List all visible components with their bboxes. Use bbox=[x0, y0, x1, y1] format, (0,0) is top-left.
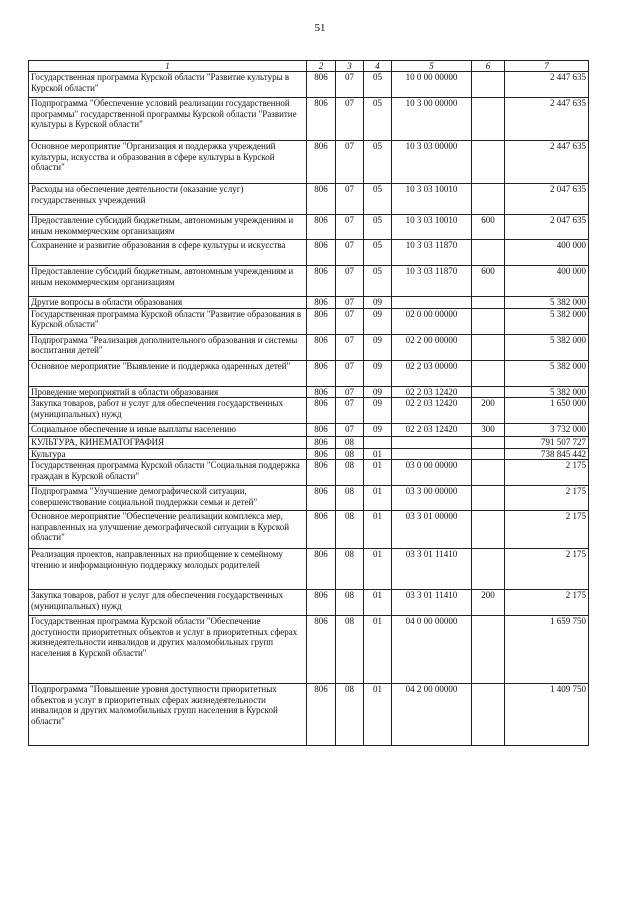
table-row bbox=[29, 437, 589, 449]
subsection-code: 01 bbox=[364, 448, 392, 460]
expense-type: 200 bbox=[472, 590, 505, 616]
subsection-code: 05 bbox=[364, 215, 392, 240]
column-header: 3 bbox=[336, 61, 364, 72]
row-name: Другие вопросы в области образования bbox=[29, 297, 307, 309]
column-header: 6 bbox=[472, 61, 505, 72]
amount: 5 382 000 bbox=[505, 297, 589, 309]
section-code: 07 bbox=[336, 386, 364, 398]
amount: 2 447 635 bbox=[505, 98, 589, 141]
header-row bbox=[29, 61, 589, 72]
section-code: 07 bbox=[336, 240, 364, 266]
subsection-code: 01 bbox=[364, 460, 392, 486]
section-code: 08 bbox=[336, 511, 364, 549]
expense-type bbox=[472, 308, 505, 334]
ministry-code: 806 bbox=[307, 266, 336, 297]
row-name: Государственная программа Курской области "Развитие образования в Курской области" bbox=[29, 308, 307, 334]
table-row bbox=[29, 266, 589, 297]
ministry-code: 806 bbox=[307, 360, 336, 386]
section-code: 07 bbox=[336, 334, 364, 360]
expense-type bbox=[472, 360, 505, 386]
target-article bbox=[392, 448, 472, 460]
row-name: Проведение мероприятий в области образования bbox=[29, 386, 307, 398]
ministry-code: 806 bbox=[307, 437, 336, 449]
row-name: Предоставление субсидий бюджетным, автономным учреждениям и иным некоммерческим организациям bbox=[29, 215, 307, 240]
ministry-code: 806 bbox=[307, 240, 336, 266]
table-row bbox=[29, 511, 589, 549]
target-article: 03 0 00 00000 bbox=[392, 460, 472, 486]
row-name: Предоставление субсидий бюджетным, автономным учреждениям и иным некоммерческим организациям bbox=[29, 266, 307, 297]
target-article: 04 2 00 00000 bbox=[392, 684, 472, 746]
target-article: 02 2 03 00000 bbox=[392, 360, 472, 386]
subsection-code: 05 bbox=[364, 98, 392, 141]
row-name: Расходы на обеспечение деятельности (оказание услуг) государственных учреждений bbox=[29, 184, 307, 215]
target-article: 03 3 01 11410 bbox=[392, 590, 472, 616]
expense-type: 600 bbox=[472, 266, 505, 297]
subsection-code bbox=[364, 437, 392, 449]
table-body bbox=[29, 72, 589, 746]
ministry-code: 806 bbox=[307, 386, 336, 398]
section-code: 08 bbox=[336, 684, 364, 746]
ministry-code: 806 bbox=[307, 549, 336, 590]
target-article: 02 2 03 12420 bbox=[392, 386, 472, 398]
expense-type bbox=[472, 684, 505, 746]
expense-type bbox=[472, 141, 505, 184]
row-name: Подпрограмма "Реализация дополнительного образования и системы воспитания детей" bbox=[29, 334, 307, 360]
amount: 5 382 000 bbox=[505, 308, 589, 334]
row-name: Основное мероприятие "Выявление и поддержка одаренных детей" bbox=[29, 360, 307, 386]
amount: 2 175 bbox=[505, 590, 589, 616]
amount: 1 409 750 bbox=[505, 684, 589, 746]
table-row bbox=[29, 448, 589, 460]
amount: 400 000 bbox=[505, 240, 589, 266]
ministry-code: 806 bbox=[307, 460, 336, 486]
target-article: 10 3 03 11870 bbox=[392, 266, 472, 297]
section-code: 07 bbox=[336, 72, 364, 98]
ministry-code: 806 bbox=[307, 297, 336, 309]
row-name: Культура bbox=[29, 448, 307, 460]
subsection-code: 01 bbox=[364, 486, 392, 511]
section-code: 07 bbox=[336, 297, 364, 309]
section-code: 08 bbox=[336, 486, 364, 511]
table-row bbox=[29, 308, 589, 334]
section-code: 08 bbox=[336, 616, 364, 684]
row-name: Государственная программа Курской области "Развитие культуры в Курской области" bbox=[29, 72, 307, 98]
column-header: 5 bbox=[392, 61, 472, 72]
row-name: Подпрограмма "Улучшение демографической ситуации, совершенствование социальной поддержки семьи и детей" bbox=[29, 486, 307, 511]
table-row bbox=[29, 616, 589, 684]
subsection-code: 01 bbox=[364, 684, 392, 746]
target-article: 02 0 00 00000 bbox=[392, 308, 472, 334]
table-row bbox=[29, 486, 589, 511]
column-header: 1 bbox=[29, 61, 307, 72]
expense-type bbox=[472, 98, 505, 141]
row-name: Подпрограмма "Повышение уровня доступности приоритетных объектов и услуг в приоритетных сферах жизнедеятельности инвалидов и других маломобильных групп населения в Курской области" bbox=[29, 684, 307, 746]
row-name: Государственная программа Курской области "Социальная поддержка граждан в Курской области" bbox=[29, 460, 307, 486]
row-name: Закупка товаров, работ и услуг для обеспечения государственных (муниципальных) нужд bbox=[29, 398, 307, 424]
table-row bbox=[29, 334, 589, 360]
expense-type: 600 bbox=[472, 215, 505, 240]
subsection-code: 05 bbox=[364, 141, 392, 184]
amount: 791 507 727 bbox=[505, 437, 589, 449]
expense-type bbox=[472, 386, 505, 398]
table-row bbox=[29, 590, 589, 616]
row-name: КУЛЬТУРА, КИНЕМАТОГРАФИЯ bbox=[29, 437, 307, 449]
row-name: Государственная программа Курской области "Обеспечение доступности приоритетных объектов и услуг в приоритетных сферах жизнедеятельности инвалидов и других маломобильных групп населения в Курской области" bbox=[29, 616, 307, 684]
amount: 5 382 000 bbox=[505, 334, 589, 360]
ministry-code: 806 bbox=[307, 334, 336, 360]
row-name: Основное мероприятие "Организация и поддержка учреждений культуры, искусства и образования в сфере культуры в Курской области" bbox=[29, 141, 307, 184]
expense-type bbox=[472, 437, 505, 449]
table-row bbox=[29, 141, 589, 184]
section-code: 07 bbox=[336, 360, 364, 386]
target-article: 10 3 03 10010 bbox=[392, 184, 472, 215]
section-code: 07 bbox=[336, 98, 364, 141]
amount: 2 447 635 bbox=[505, 141, 589, 184]
expense-type bbox=[472, 511, 505, 549]
subsection-code: 01 bbox=[364, 616, 392, 684]
target-article: 04 0 00 00000 bbox=[392, 616, 472, 684]
ministry-code: 806 bbox=[307, 72, 336, 98]
expense-type bbox=[472, 448, 505, 460]
row-name: Закупка товаров, работ и услуг для обеспечения государственных (муниципальных) нужд bbox=[29, 590, 307, 616]
amount: 1 650 000 bbox=[505, 398, 589, 424]
target-article: 03 3 01 11410 bbox=[392, 549, 472, 590]
column-header: 4 bbox=[364, 61, 392, 72]
expense-type bbox=[472, 549, 505, 590]
section-code: 07 bbox=[336, 266, 364, 297]
section-code: 08 bbox=[336, 448, 364, 460]
subsection-code: 09 bbox=[364, 308, 392, 334]
expense-type bbox=[472, 184, 505, 215]
ministry-code: 806 bbox=[307, 215, 336, 240]
amount: 2 175 bbox=[505, 549, 589, 590]
expense-type bbox=[472, 334, 505, 360]
row-name: Сохранение и развитие образования в сфере культуры и искусства bbox=[29, 240, 307, 266]
row-name: Социальное обеспечение и иные выплаты населению bbox=[29, 424, 307, 437]
table-row bbox=[29, 215, 589, 240]
amount: 2 175 bbox=[505, 486, 589, 511]
ministry-code: 806 bbox=[307, 424, 336, 437]
row-name: Реализация проектов, направленных на приобщение к семейному чтению и информационную поддержку молодых родителей bbox=[29, 549, 307, 590]
expense-type bbox=[472, 460, 505, 486]
amount: 5 382 000 bbox=[505, 360, 589, 386]
amount: 1 659 750 bbox=[505, 616, 589, 684]
table-row bbox=[29, 460, 589, 486]
table-row bbox=[29, 684, 589, 746]
budget-table bbox=[28, 60, 589, 746]
table-row bbox=[29, 549, 589, 590]
target-article bbox=[392, 297, 472, 309]
table-row bbox=[29, 297, 589, 309]
target-article bbox=[392, 437, 472, 449]
ministry-code: 806 bbox=[307, 448, 336, 460]
amount: 738 845 442 bbox=[505, 448, 589, 460]
subsection-code: 09 bbox=[364, 297, 392, 309]
table-row bbox=[29, 240, 589, 266]
table-row bbox=[29, 424, 589, 437]
expense-type: 200 bbox=[472, 398, 505, 424]
table-row bbox=[29, 98, 589, 141]
expense-type bbox=[472, 486, 505, 511]
target-article: 10 3 03 10010 bbox=[392, 215, 472, 240]
subsection-code: 05 bbox=[364, 72, 392, 98]
section-code: 07 bbox=[336, 398, 364, 424]
section-code: 08 bbox=[336, 460, 364, 486]
expense-type bbox=[472, 616, 505, 684]
target-article: 03 3 00 00000 bbox=[392, 486, 472, 511]
table-row bbox=[29, 386, 589, 398]
subsection-code: 09 bbox=[364, 424, 392, 437]
ministry-code: 806 bbox=[307, 616, 336, 684]
target-article: 02 2 00 00000 bbox=[392, 334, 472, 360]
section-code: 07 bbox=[336, 424, 364, 437]
ministry-code: 806 bbox=[307, 308, 336, 334]
column-header: 2 bbox=[307, 61, 336, 72]
row-name: Основное мероприятие "Обеспечение реализации комплекса мер, направленных на улучшение демографической ситуации в Курской области" bbox=[29, 511, 307, 549]
subsection-code: 09 bbox=[364, 386, 392, 398]
ministry-code: 806 bbox=[307, 398, 336, 424]
subsection-code: 09 bbox=[364, 334, 392, 360]
row-name: Подпрограмма "Обеспечение условий реализации государственной программы" государственной программы Курской области "Развитие культуры в Курской области" bbox=[29, 98, 307, 141]
column-header: 7 bbox=[505, 61, 589, 72]
section-code: 08 bbox=[336, 590, 364, 616]
target-article: 10 3 03 11870 bbox=[392, 240, 472, 266]
ministry-code: 806 bbox=[307, 511, 336, 549]
section-code: 08 bbox=[336, 437, 364, 449]
target-article: 10 3 00 00000 bbox=[392, 98, 472, 141]
target-article: 10 3 03 00000 bbox=[392, 141, 472, 184]
amount: 400 000 bbox=[505, 266, 589, 297]
amount: 2 175 bbox=[505, 511, 589, 549]
subsection-code: 01 bbox=[364, 549, 392, 590]
amount: 2 047 635 bbox=[505, 184, 589, 215]
section-code: 07 bbox=[336, 215, 364, 240]
section-code: 07 bbox=[336, 141, 364, 184]
section-code: 07 bbox=[336, 308, 364, 334]
expense-type bbox=[472, 240, 505, 266]
target-article: 02 2 03 12420 bbox=[392, 398, 472, 424]
amount: 5 382 000 bbox=[505, 386, 589, 398]
ministry-code: 806 bbox=[307, 141, 336, 184]
subsection-code: 01 bbox=[364, 511, 392, 549]
amount: 2 047 635 bbox=[505, 215, 589, 240]
expense-type bbox=[472, 297, 505, 309]
subsection-code: 09 bbox=[364, 398, 392, 424]
section-code: 07 bbox=[336, 184, 364, 215]
section-code: 08 bbox=[336, 549, 364, 590]
expense-type: 300 bbox=[472, 424, 505, 437]
ministry-code: 806 bbox=[307, 590, 336, 616]
subsection-code: 01 bbox=[364, 590, 392, 616]
ministry-code: 806 bbox=[307, 98, 336, 141]
expense-type bbox=[472, 72, 505, 98]
ministry-code: 806 bbox=[307, 684, 336, 746]
subsection-code: 05 bbox=[364, 184, 392, 215]
subsection-code: 09 bbox=[364, 360, 392, 386]
table-row bbox=[29, 360, 589, 386]
table-row bbox=[29, 398, 589, 424]
table-row bbox=[29, 184, 589, 215]
table-row bbox=[29, 72, 589, 98]
target-article: 02 2 03 12420 bbox=[392, 424, 472, 437]
page-number: 51 bbox=[314, 22, 326, 34]
subsection-code: 05 bbox=[364, 240, 392, 266]
target-article: 10 0 00 00000 bbox=[392, 72, 472, 98]
amount: 2 175 bbox=[505, 460, 589, 486]
target-article: 03 3 01 00000 bbox=[392, 511, 472, 549]
subsection-code: 05 bbox=[364, 266, 392, 297]
amount: 3 732 000 bbox=[505, 424, 589, 437]
amount: 2 447 635 bbox=[505, 72, 589, 98]
ministry-code: 806 bbox=[307, 486, 336, 511]
ministry-code: 806 bbox=[307, 184, 336, 215]
